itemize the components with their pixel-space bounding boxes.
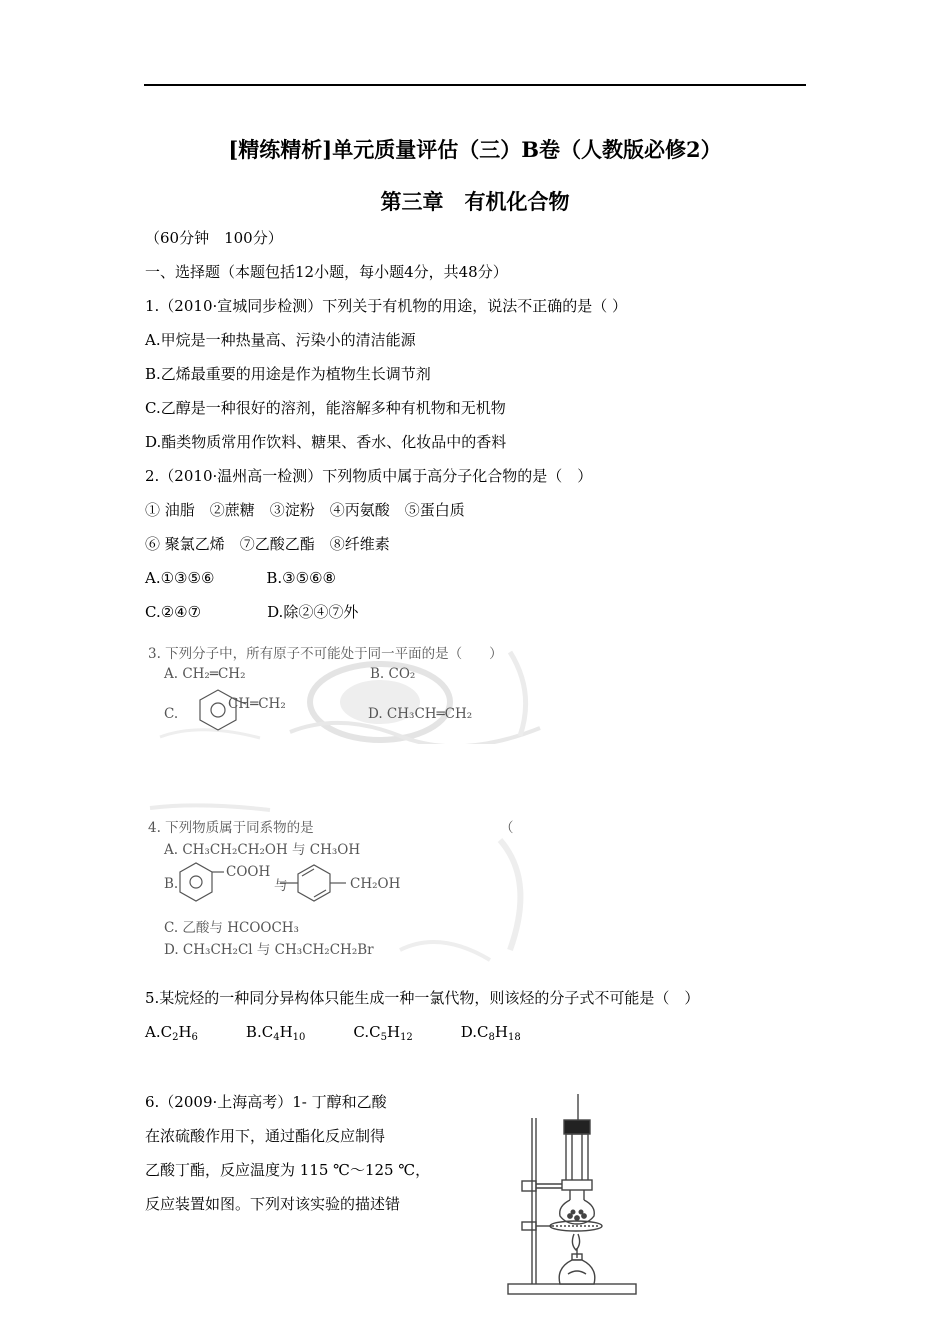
q5-option-d: $D.C_8H_{18}$ [460,1023,521,1043]
document-title: [精练精析]单元质量评估（三）B卷（人教版必修2） [228,137,722,162]
q6-line-4: 反应装置如图。下列对该实验的描述错 [145,1195,401,1213]
q4-option-b-sub2: CH₂OH [350,876,401,892]
q4-stem: 4. 下列物质属于同系物的是 [148,820,314,836]
q5-stem: 5.某烷烃的一种同分异构体只能生成一种一氯代物，则该烃的分子式不可能是（ ） [145,989,700,1007]
q1-option-c: C.乙醇是一种很好的溶剂，能溶解多种有机物和无机物 [145,399,506,417]
q3-benzene-ring-icon [140,632,552,744]
section-heading: 一、选择题（本题包括12小题，每小题4分，共48分） [145,263,508,281]
q2-stem: 2.（2010·温州高一检测）下列物质中属于高分子化合物的是（ ） [145,467,593,485]
q4-option-b-label: B. [164,876,179,892]
q5-options [145,1022,521,1042]
q3-option-a: A. CH₂═CH₂ [164,666,246,682]
time-score: （60分钟 100分） [145,229,283,247]
q2-option-b: B.③⑤⑥⑧ [266,569,336,587]
q6-line-2: 在浓硫酸作用下，通过酯化反应制得 [145,1127,386,1145]
q4-option-a: A. CH₃CH₂CH₂OH 与 CH₃OH [164,842,361,858]
q4-scanned-image [140,800,552,966]
q4-option-d: D. CH₃CH₂Cl 与 CH₃CH₂CH₂Br [164,942,374,958]
chapter-title: 第三章 有机化合物 [380,189,570,214]
q4-option-b-sub1: COOH [226,864,271,880]
q3-scanned-image [140,632,552,744]
esterification-apparatus-figure [500,1088,646,1304]
q2-items-1: ① 油脂 ②蔗糖 ③淀粉 ④丙氨酸 ⑤蛋白质 [145,501,465,519]
q6-line-3: 乙酸丁酯，反应温度为 115 ℃～125 ℃， [145,1161,431,1179]
q2-option-a: A.①③⑤⑥ [145,569,215,587]
q6-line-1: 6.（2009·上海高考）1- 丁醇和乙酸 [145,1093,387,1111]
q2-items-2: ⑥ 聚氯乙烯 ⑦乙酸乙酯 ⑧纤维素 [145,535,390,553]
header-rule [144,84,806,86]
q2-options-cd [145,602,358,622]
q3-option-c-substituent: CH═CH₂ [228,696,286,712]
q3-stem: 3. 下列分子中，所有原子不可能处于同一平面的是（ ） [148,646,503,662]
q2-option-d: D.除②④⑦外 [267,603,359,621]
q1-option-d: D.酯类物质常用作饮料、糖果、香水、化妆品中的香料 [145,433,507,451]
q3-option-d: D. CH₃CH═CH₂ [368,706,473,722]
q2-option-c: C.②④⑦ [145,603,202,621]
q2-options-ab [145,568,336,588]
q4-option-b-and: 与 [274,878,288,894]
q4-option-c: C. 乙酸与 HCOOCH₃ [164,920,299,936]
q1-stem: 1.（2010·宣城同步检测）下列关于有机物的用途，说法不正确的是（ ） [145,297,628,315]
q4-paren: （ [500,820,514,836]
q3-option-c-label: C. [164,706,179,722]
q5-option-b: $B.C_4H_{10}$ [245,1023,306,1043]
q1-option-a: A.甲烷是一种热量高、污染小的清洁能源 [145,331,416,349]
q3-option-b: B. CO₂ [370,666,416,682]
q5-option-c: $C.C_5H_{12}$ [353,1023,413,1043]
q5-option-a: $A.C_2H_6$ [145,1023,198,1043]
q1-option-b: B.乙烯最重要的用途是作为植物生长调节剂 [145,365,431,383]
